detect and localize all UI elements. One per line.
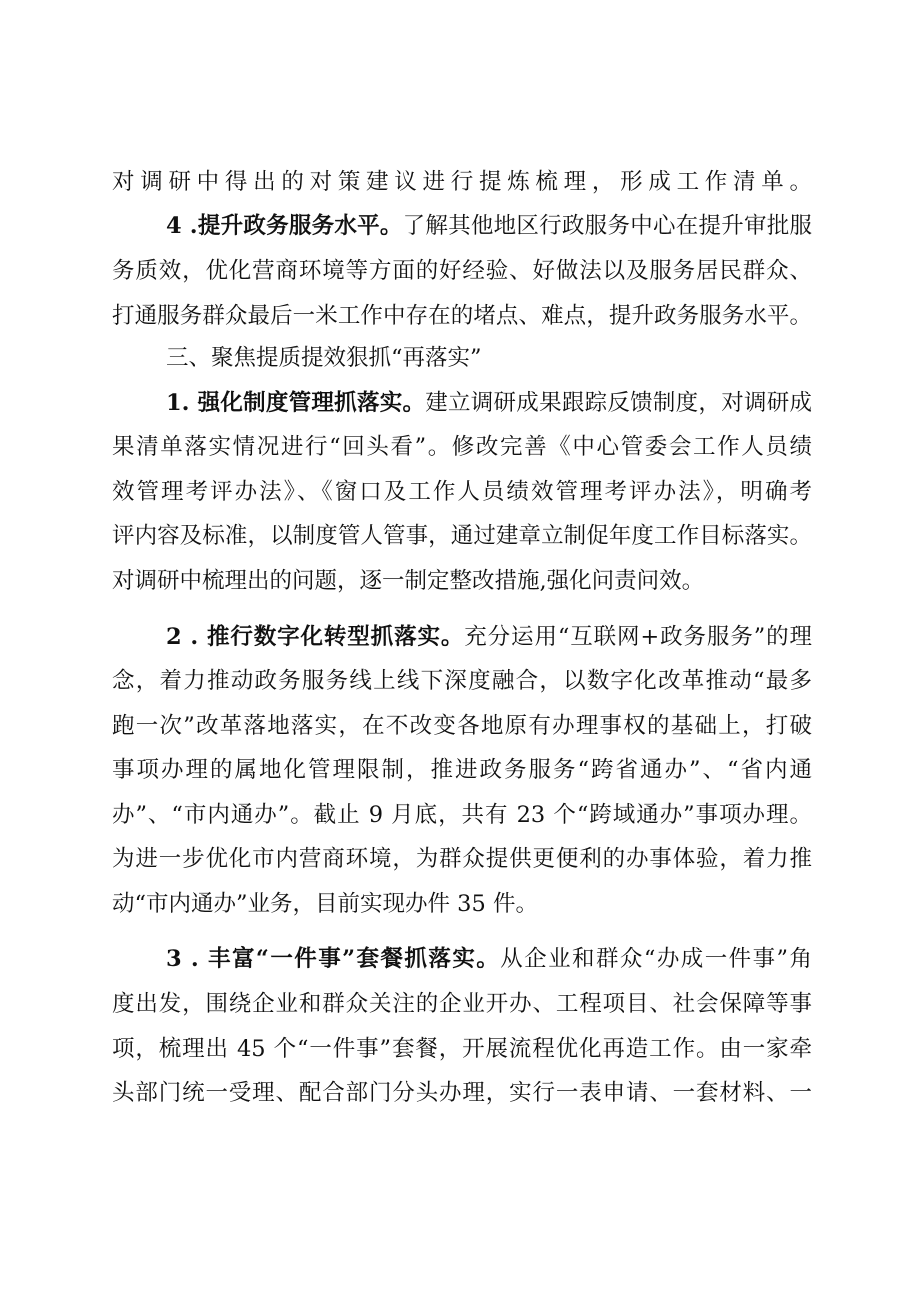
- text-line: [112, 476, 812, 508]
- line-text: 头部门统一受理、配合部门分头办理，实行一表申请、一套材料、一: [112, 1080, 812, 1106]
- item-title-bold: 4 .提升政务服务水平。: [166, 213, 403, 239]
- line-text: 对调研中梳理出的问题，逐一制定整改措施,强化问责问效。: [112, 568, 705, 594]
- text-line: [112, 754, 812, 786]
- text-line: [112, 710, 812, 742]
- text-line: [112, 431, 812, 463]
- text-line: [112, 166, 812, 198]
- text-line: [112, 888, 812, 920]
- item-title-bold: 2 . 推行数字化转型抓落实。: [166, 624, 465, 650]
- line-text: 评内容及标准，以制度管人管事，通过建章立制促年度工作目标落实。: [112, 523, 812, 549]
- line-text: 务质效，优化营商环境等方面的好经验、好做法以及服务居民群众、: [112, 258, 812, 284]
- item-title-bold: 3 . 丰富“一件事”套餐抓落实。: [166, 946, 501, 972]
- section-heading-3: [166, 342, 812, 374]
- line-text: 打通服务群众最后一米工作中存在的堵点、难点，提升政务服务水平。: [112, 303, 812, 329]
- line-text: 动“市内通办”业务，目前实现办件 35 件。: [112, 891, 538, 917]
- line-text: 跑一次”改革落地落实，在不改变各地原有办理事权的基础上，打破: [112, 713, 812, 739]
- text-line: [112, 520, 812, 552]
- line-text: 果清单落实情况进行“回头看”。修改完善《中心管委会工作人员绩: [112, 434, 812, 460]
- line-text: 充分运用“互联网+政务服务”的理: [464, 624, 812, 650]
- text-line: [112, 843, 812, 875]
- line-text: 从企业和群众“办成一件事”角: [500, 946, 812, 972]
- text-line: [112, 1033, 812, 1065]
- line-text: 项，梳理出 45 个“一件事”套餐，开展流程优化再造工作。由一家牵: [112, 1036, 812, 1062]
- text-line: [112, 255, 812, 287]
- text-line: [112, 799, 812, 831]
- line-text: 效管理考评办法》、《窗口及工作人员绩效管理考评办法》，明确考: [112, 479, 812, 505]
- text-line: [112, 988, 812, 1020]
- item-heading-1: [166, 387, 812, 419]
- text-line: [112, 300, 812, 332]
- line-text: 为进一步优化市内营商环境，为群众提供更便利的办事体验，着力推: [112, 846, 812, 872]
- item-heading-4: [166, 210, 812, 242]
- line-text: 办”、“市内通办”。截止 9 月底，共有 23 个“跨域通办”事项办理。: [112, 802, 812, 828]
- line-text: 事项办理的属地化管理限制，推进政务服务“跨省通办”、“省内通: [112, 757, 812, 783]
- line-text: 度出发，围绕企业和群众关注的企业开办、工程项目、社会保障等事: [112, 991, 812, 1017]
- line-text: 对调研中得出的对策建议进行提炼梳理，形成工作清单。: [112, 169, 812, 195]
- line-text: 建立调研成果跟踪反馈制度，对调研成: [425, 390, 812, 416]
- text-line: [112, 1077, 812, 1109]
- item-heading-2: [166, 621, 812, 653]
- item-title-bold: 1. 强化制度管理抓落实。: [166, 390, 426, 416]
- item-heading-3: [166, 943, 812, 975]
- text-line: [112, 565, 812, 597]
- line-text: 了解其他地区行政服务中心在提升审批服: [402, 213, 812, 239]
- section-title: 三、聚焦提质提效狠抓“再落实”: [166, 345, 482, 371]
- text-line: [112, 665, 812, 697]
- line-text: 念，着力推动政务服务线上线下深度融合，以数字化改革推动“最多: [112, 668, 812, 694]
